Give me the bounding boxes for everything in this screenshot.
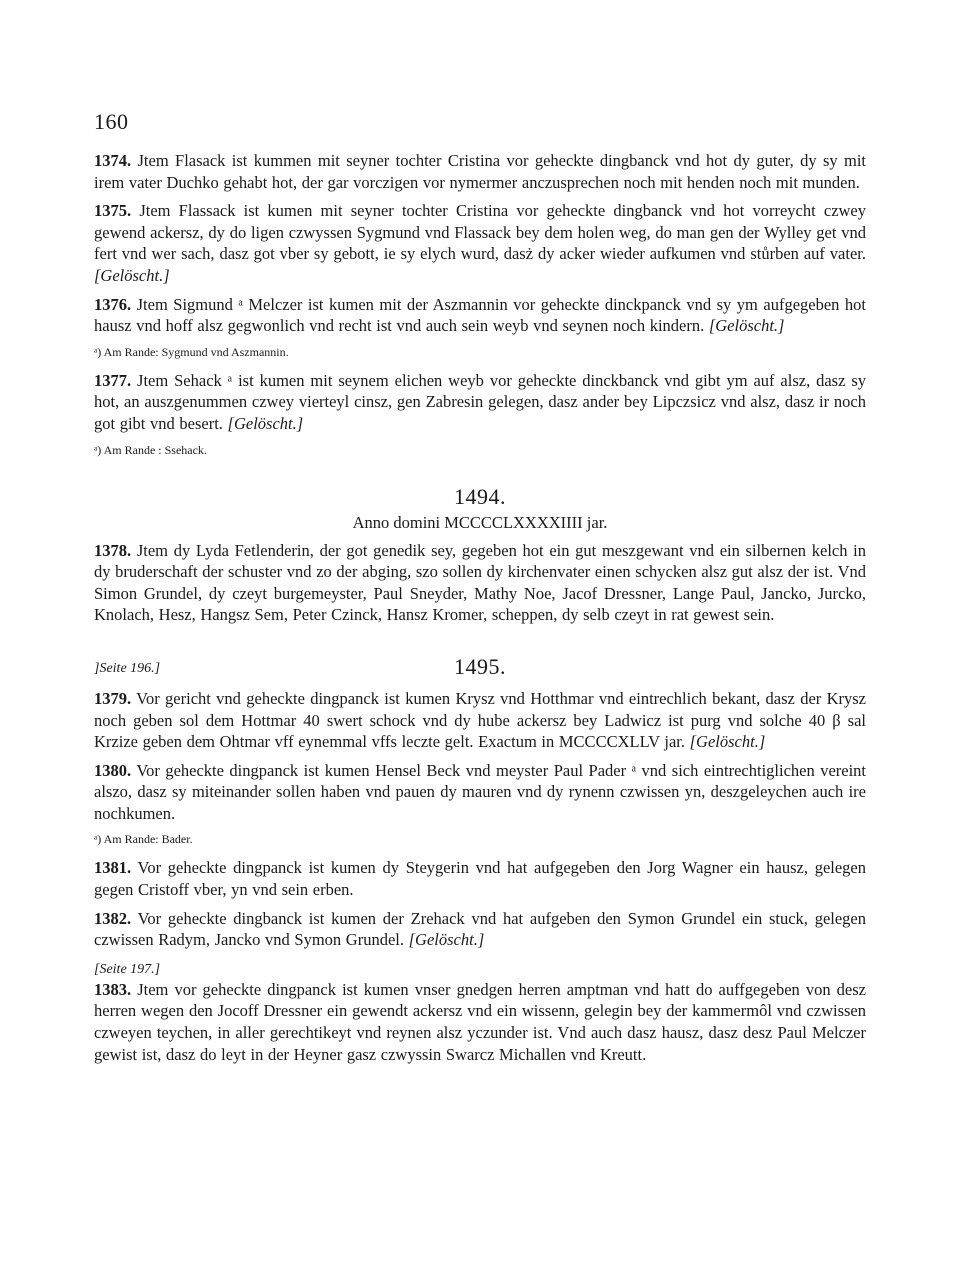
seite-note: ]Seite 196.] — [94, 660, 161, 676]
entry-text: Jtem dy Lyda Fetlenderin, der got genedik sey, gegeben hot ein gut meszgewant vnd ein silbernen kelch in dy bruderschaft der schuster vnd zo der abging, szo sollen dy kirchenvater einen schycken alsz gut alsz der ist. Vnd Simon Grundel, dy czeyt burgemeyster, Paul Sneyder, Mathy Noe, Jacof Dressner, Lange Paul, Jancko, Jurcko, Knolach, Hesz, Hangsz Sem, Peter Czinck, Hansz Kromer, scheppen, dy selb czeyt in rat gewest sein. — [94, 540, 867, 625]
anno-line: Anno domini MCCCCLXXXXIIII jar. — [352, 512, 608, 532]
year-row-1495 — [94, 654, 866, 682]
footnote: ᵃ) Am Rande : Ssehack. — [94, 442, 207, 457]
entry-text: Jtem Sehack ᵃ ist kumen mit seynem elichen weyb vor geheckte dinckbanck vnd gibt ym auf alsz, dasz sy hot, an auszgenummen czwey vierteyl cinsz, gen Zabresin gelegen, dasz ander bey Lipczsicz vnd alsz, dasz ir noch got gibt vnd besert. — [94, 370, 867, 433]
footnote: ᵃ) Am Rande: Bader. — [94, 832, 193, 847]
deleted-note: [Gelöscht.] — [689, 732, 766, 752]
entry-text: Jtem Flassack ist kumen mit seyner tochter Cristina vor geheckte dingbanck vnd hot vorreycht czwey gewend ackersz, dy do ligen czwyssen Sygmund vnd Flassack bey dem holen weg, do man gen der Wylley get vnd fert vnd wer sach, dasz got vber sy gebott, ie sy elych wurd, dasż dy acker wieder aufkumen vnd stůrben auf vater. — [94, 201, 867, 264]
entry-number: 1381. — [94, 858, 132, 878]
deleted-note: [Gelöscht.] — [227, 413, 304, 433]
entry-text: Vor geheckte dingpanck ist kumen dy Steygerin vnd hat aufgegeben den Jorg Wagner ein hausz, gelegen gegen Cristoff vber, yn vnd sein erben. — [94, 858, 867, 900]
entry-number: 1377. — [94, 370, 132, 390]
entry-1378 — [94, 540, 866, 626]
deleted-note: [Gelöscht.] — [408, 930, 485, 950]
page-number: 160 — [94, 109, 129, 134]
entry-number: 1380. — [94, 760, 132, 780]
entry-text: Vor geheckte dingbanck ist kumen der Zrehack vnd hat aufgeben den Symon Grundel ein stuck, gelegen czwissen Radym, Jancko vnd Symon Grundel. — [94, 908, 866, 950]
entry-number: 1379. — [94, 688, 132, 708]
entry-number: 1378. — [94, 540, 132, 560]
footnote: ᵃ) Am Rande: Sygmund vnd Aszmannin. — [94, 344, 289, 359]
entry-number: 1375. — [94, 201, 132, 221]
entry-text: Jtem Sigmund ᵃ Melczer ist kumen mit der Aszmannin vor geheckte dinckpanck vnd sy ym aufgegeben hot hausz vnd hoff alsz gegwonlich vnd recht ist vnd auch sein weyb vnd seynen noch kindern. — [94, 294, 866, 336]
entry-number: 1374. — [94, 151, 132, 170]
entry-text: Jtem vor geheckte dingpanck ist kumen vnser gnedgen herren amptman vnd hatt do auffgegeben von desz herren wegen den Jocoff Dressner ein gewendt ackersz vnd ein wissenn, gelegin bey der kammermôl vnd czwissen czweyen teychen, in aller gerechtikeyt vnd reynen alsz yczunder ist. Vnd auch dasz hausz, dasz desz Paul Melczer gewist ist, dasz do leyt in der Heyner gasz czwyssin Swarcz Michallen vnd Kreutt. — [94, 979, 867, 1064]
entry-1376 — [94, 294, 866, 337]
entry-number: 1383. — [94, 979, 132, 999]
entry-number: 1382. — [94, 908, 132, 928]
entry-1380 — [94, 760, 866, 825]
deleted-note: [Gelöscht.] — [708, 316, 785, 336]
entry-1379 — [94, 688, 866, 753]
entry-1374 — [94, 150, 866, 193]
year-heading-1495: 1495. — [454, 653, 506, 679]
entry-text: Vor gericht vnd geheckte dingpanck ist kumen Krysz vnd Hotthmar vnd eintrechlich bekant, dasz der Krysz noch geben sol dem Hottmar 40 swert schock vnd dy hube ackersz bey Ladwicz ist purg vnd solche 40 β sal Krzize geben dem Ohtmar vff eynemmal vffs leczte gelt. Exactum in MCCCCXLLV jar. — [94, 688, 867, 752]
entry-text: Jtem Flasack ist kummen mit seyner tochter Cristina vor geheckte dingbanck vnd hot dy guter, dy sy mit irem vater Duchko gehabt hot, der gar vorczigen vor nymermer anczusprechen noch mit henden noch mit munden. — [94, 151, 867, 192]
entry-1375 — [94, 200, 866, 286]
seite-note: [Seite 197.] — [94, 961, 161, 977]
entry-1383 — [94, 979, 866, 1065]
deleted-note: [Gelöscht.] — [94, 265, 170, 285]
document-page — [94, 108, 866, 1072]
entry-1381 — [94, 857, 866, 900]
entry-number: 1376. — [94, 294, 132, 314]
entry-1382 — [94, 908, 866, 951]
entry-1377 — [94, 370, 866, 435]
year-heading-1494: 1494. — [454, 483, 506, 509]
entry-text: Vor geheckte dingpanck ist kumen Hensel Beck vnd meyster Paul Pader ᵃ vnd sich eintrechtiglichen vereint alszo, dasz sy miteinander sollen haben vnd pauen dy mauren vnd dy rynenn czwissen yn, deszgeleychen auch ire nochkumen. — [94, 760, 867, 823]
